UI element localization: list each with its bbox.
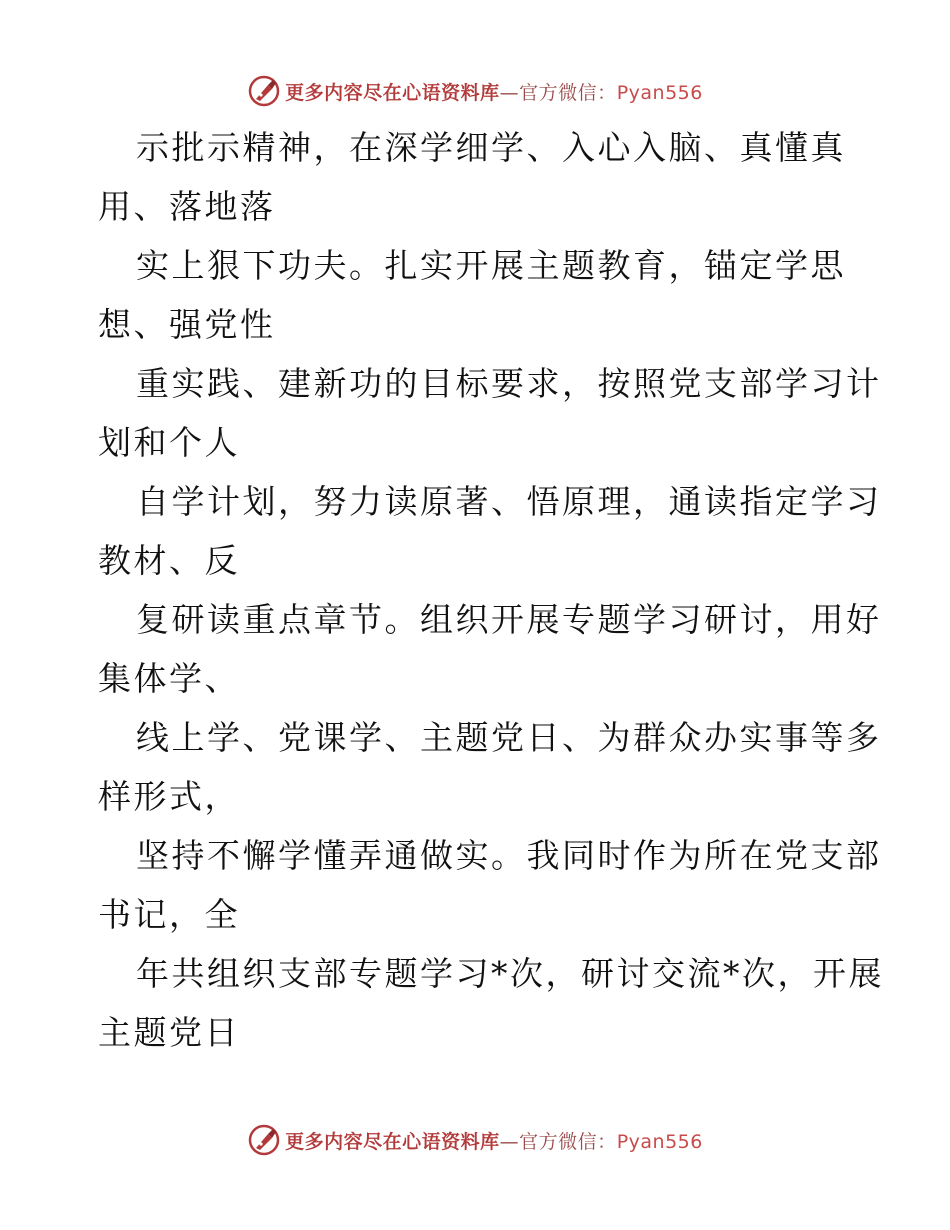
paragraph xyxy=(98,354,882,472)
header-brand-text: 更多内容尽在心语资料库 xyxy=(285,81,500,104)
paragraph xyxy=(98,236,858,354)
paragraph-first-line: 实上狠下功夫。扎实开展主题教育，锚定学思 xyxy=(136,246,846,285)
header-separator: — xyxy=(499,81,520,104)
paragraph xyxy=(98,590,882,708)
paragraph-continuation-line: 用、落地落 xyxy=(98,187,276,226)
paragraph-continuation-line: 主题党日 xyxy=(98,1013,240,1052)
paragraph-first-line: 复研读重点章节。组织开展专题学习研讨，用好 xyxy=(136,600,882,639)
header-wechat-label: 官方微信： xyxy=(519,81,617,104)
paragraph-first-line: 坚持不懈学懂弄通做实。我同时作为所在党支部 xyxy=(136,836,882,875)
paragraph-continuation-line: 集体学、 xyxy=(98,659,240,698)
document-body xyxy=(98,118,884,1062)
paragraph xyxy=(98,708,882,826)
paragraph xyxy=(98,118,858,236)
header-wechat-id: Pyan556 xyxy=(616,81,703,104)
footer-wechat-id: Pyan556 xyxy=(616,1130,703,1153)
footer-separator: — xyxy=(499,1130,520,1153)
paragraph-first-line: 示批示精神，在深学细学、入心入脑、真懂真 xyxy=(136,128,846,167)
pen-nib-logo-icon xyxy=(247,1123,281,1157)
paragraph xyxy=(98,826,882,944)
header-banner-text xyxy=(285,78,703,105)
paragraph-continuation-line: 想、强党性 xyxy=(98,305,276,344)
paragraph-continuation-line: 样形式， xyxy=(98,777,240,816)
footer-banner-text xyxy=(285,1127,703,1154)
paragraph-first-line: 年共组织支部专题学习*次，研讨交流*次，开展 xyxy=(136,954,884,993)
footer-brand-text: 更多内容尽在心语资料库 xyxy=(285,1130,500,1153)
pen-nib-logo-icon xyxy=(247,74,281,108)
footer-wechat-label: 官方微信： xyxy=(519,1130,617,1153)
paragraph-continuation-line: 书记，全 xyxy=(98,895,240,934)
header-banner xyxy=(0,71,950,111)
paragraph-first-line: 重实践、建新功的目标要求，按照党支部学习计 xyxy=(136,364,882,403)
paragraph xyxy=(98,944,884,1062)
paragraph-continuation-line: 划和个人 xyxy=(98,423,240,462)
paragraph-first-line: 自学计划，努力读原著、悟原理，通读指定学习 xyxy=(136,482,882,521)
footer-banner xyxy=(0,1120,950,1160)
paragraph-continuation-line: 教材、反 xyxy=(98,541,240,580)
paragraph-first-line: 线上学、党课学、主题党日、为群众办实事等多 xyxy=(136,718,882,757)
paragraph xyxy=(98,472,882,590)
